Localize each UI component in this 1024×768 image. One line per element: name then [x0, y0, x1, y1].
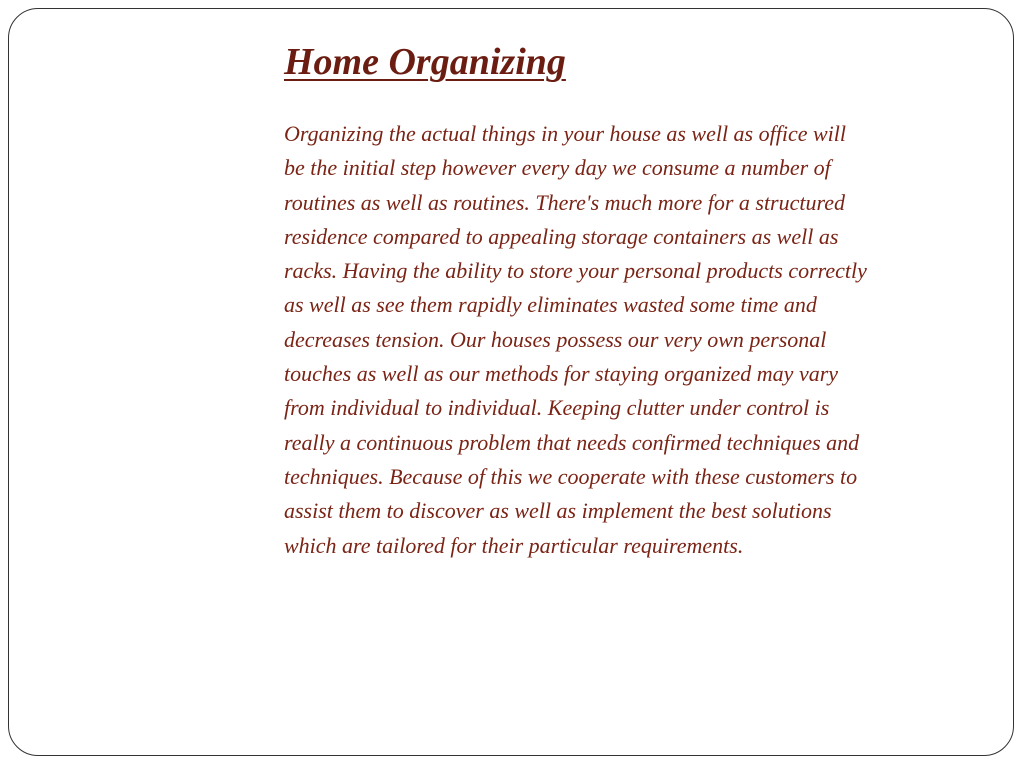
slide-title: Home Organizing — [284, 41, 566, 83]
slide-body-text: Organizing the actual things in your house as well as office will be the initial step however every day we consume a number of routines as well as routines. There's much more for a structured residence compared to appealing storage containers as well as racks. Having the ability to store your personal products correctly as well as see them rapidly eliminates wasted some time and decreases tension. Our houses possess our very own personal touches as well as our methods for staying organized may vary from individual to individual. Keeping clutter under control is really a continuous problem that needs confirmed techniques and techniques. Because of this we cooperate with these customers to assist them to discover as well as implement the best solutions which are tailored for their particular requirements. — [284, 121, 867, 558]
